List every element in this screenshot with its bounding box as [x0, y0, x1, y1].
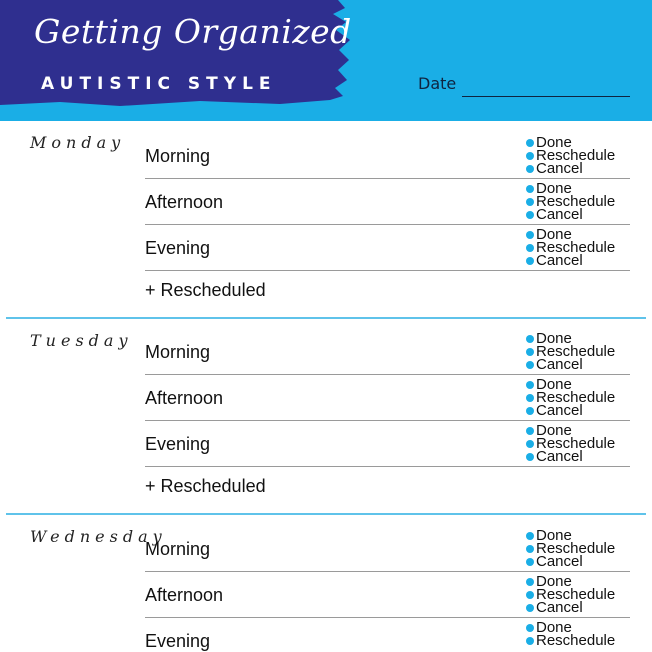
option-done[interactable]: Done	[524, 136, 634, 149]
slot-label: Morning	[145, 146, 211, 166]
time-slot-morning	[145, 329, 630, 375]
option-reschedule[interactable]: Reschedule	[524, 149, 634, 162]
time-slot-evening	[145, 225, 630, 271]
option-cancel[interactable]: Cancel	[524, 208, 634, 221]
option-reschedule[interactable]: Reschedule	[524, 634, 634, 647]
page-subtitle: AUTISTIC STYLE	[41, 74, 277, 94]
row-divider	[145, 270, 630, 271]
page-title: Getting Organized	[34, 12, 352, 51]
option-cancel[interactable]: Cancel	[524, 358, 634, 371]
slot-label: Morning	[145, 342, 211, 362]
option-reschedule[interactable]: Reschedule	[524, 345, 634, 358]
day-name: Tuesday	[30, 331, 133, 350]
slot-label: Afternoon	[145, 388, 224, 408]
rescheduled-label[interactable]: + Rescheduled	[145, 280, 266, 300]
option-cancel[interactable]: Cancel	[524, 601, 634, 614]
bullet-dot-icon	[526, 185, 534, 193]
day-name: Wednesday	[30, 527, 167, 546]
bullet-dot-icon	[526, 624, 534, 632]
bullet-dot-icon	[526, 545, 534, 553]
bullet-dot-icon	[526, 244, 534, 252]
bullet-dot-icon	[526, 407, 534, 415]
option-reschedule[interactable]: Reschedule	[524, 588, 634, 601]
option-cancel[interactable]: Cancel	[524, 162, 634, 175]
rescheduled-label[interactable]: + Rescheduled	[145, 476, 266, 496]
slot-label: Morning	[145, 539, 211, 559]
option-cancel[interactable]: Cancel	[524, 555, 634, 568]
bullet-dot-icon	[526, 578, 534, 586]
bullet-dot-icon	[526, 427, 534, 435]
option-reschedule[interactable]: Reschedule	[524, 391, 634, 404]
day-name: Monday	[30, 133, 126, 152]
bullet-dot-icon	[526, 604, 534, 612]
status-options	[524, 136, 634, 175]
option-done[interactable]: Done	[524, 424, 634, 437]
slot-label: Afternoon	[145, 192, 224, 212]
status-options	[524, 575, 634, 614]
status-options	[524, 182, 634, 221]
bullet-dot-icon	[526, 532, 534, 540]
bullet-dot-icon	[526, 257, 534, 265]
status-options	[524, 332, 634, 371]
bullet-dot-icon	[526, 165, 534, 173]
option-done[interactable]: Done	[524, 378, 634, 391]
option-done[interactable]: Done	[524, 228, 634, 241]
bullet-dot-icon	[526, 558, 534, 566]
bullet-dot-icon	[526, 637, 534, 645]
bullet-dot-icon	[526, 361, 534, 369]
date-label: Date	[418, 74, 457, 93]
header-band	[0, 0, 652, 121]
option-reschedule[interactable]: Reschedule	[524, 542, 634, 555]
time-slot-afternoon	[145, 572, 630, 618]
day-block-wednesday	[0, 515, 652, 652]
bullet-dot-icon	[526, 231, 534, 239]
option-cancel[interactable]: Cancel	[524, 404, 634, 417]
slot-label: Evening	[145, 631, 211, 651]
day-block-monday	[0, 121, 652, 318]
option-cancel[interactable]: Cancel	[524, 450, 634, 463]
option-reschedule[interactable]: Reschedule	[524, 195, 634, 208]
bullet-dot-icon	[526, 152, 534, 160]
slot-label: Evening	[145, 434, 211, 454]
date-field-line[interactable]	[462, 96, 630, 97]
option-done[interactable]: Done	[524, 621, 634, 634]
status-options	[524, 424, 634, 463]
option-cancel[interactable]: Cancel	[524, 254, 634, 267]
option-done[interactable]: Done	[524, 529, 634, 542]
bullet-dot-icon	[526, 591, 534, 599]
bullet-dot-icon	[526, 381, 534, 389]
bullet-dot-icon	[526, 139, 534, 147]
status-options	[524, 529, 634, 568]
bullet-dot-icon	[526, 440, 534, 448]
time-slot-evening	[145, 618, 630, 652]
bullet-dot-icon	[526, 211, 534, 219]
option-done[interactable]: Done	[524, 182, 634, 195]
option-reschedule[interactable]: Reschedule	[524, 241, 634, 254]
time-slot-afternoon	[145, 179, 630, 225]
time-slot-afternoon	[145, 375, 630, 421]
time-slot-morning	[145, 133, 630, 179]
status-options	[524, 621, 634, 647]
row-divider	[145, 466, 630, 467]
time-slot-evening	[145, 421, 630, 467]
bullet-dot-icon	[526, 348, 534, 356]
status-options	[524, 378, 634, 417]
slot-label: Evening	[145, 238, 211, 258]
bullet-dot-icon	[526, 394, 534, 402]
slot-label: Afternoon	[145, 585, 224, 605]
option-done[interactable]: Done	[524, 332, 634, 345]
option-reschedule[interactable]: Reschedule	[524, 437, 634, 450]
bullet-dot-icon	[526, 335, 534, 343]
time-slot-morning	[145, 526, 630, 572]
bullet-dot-icon	[526, 453, 534, 461]
option-done[interactable]: Done	[524, 575, 634, 588]
status-options	[524, 228, 634, 267]
day-block-tuesday	[0, 319, 652, 514]
bullet-dot-icon	[526, 198, 534, 206]
